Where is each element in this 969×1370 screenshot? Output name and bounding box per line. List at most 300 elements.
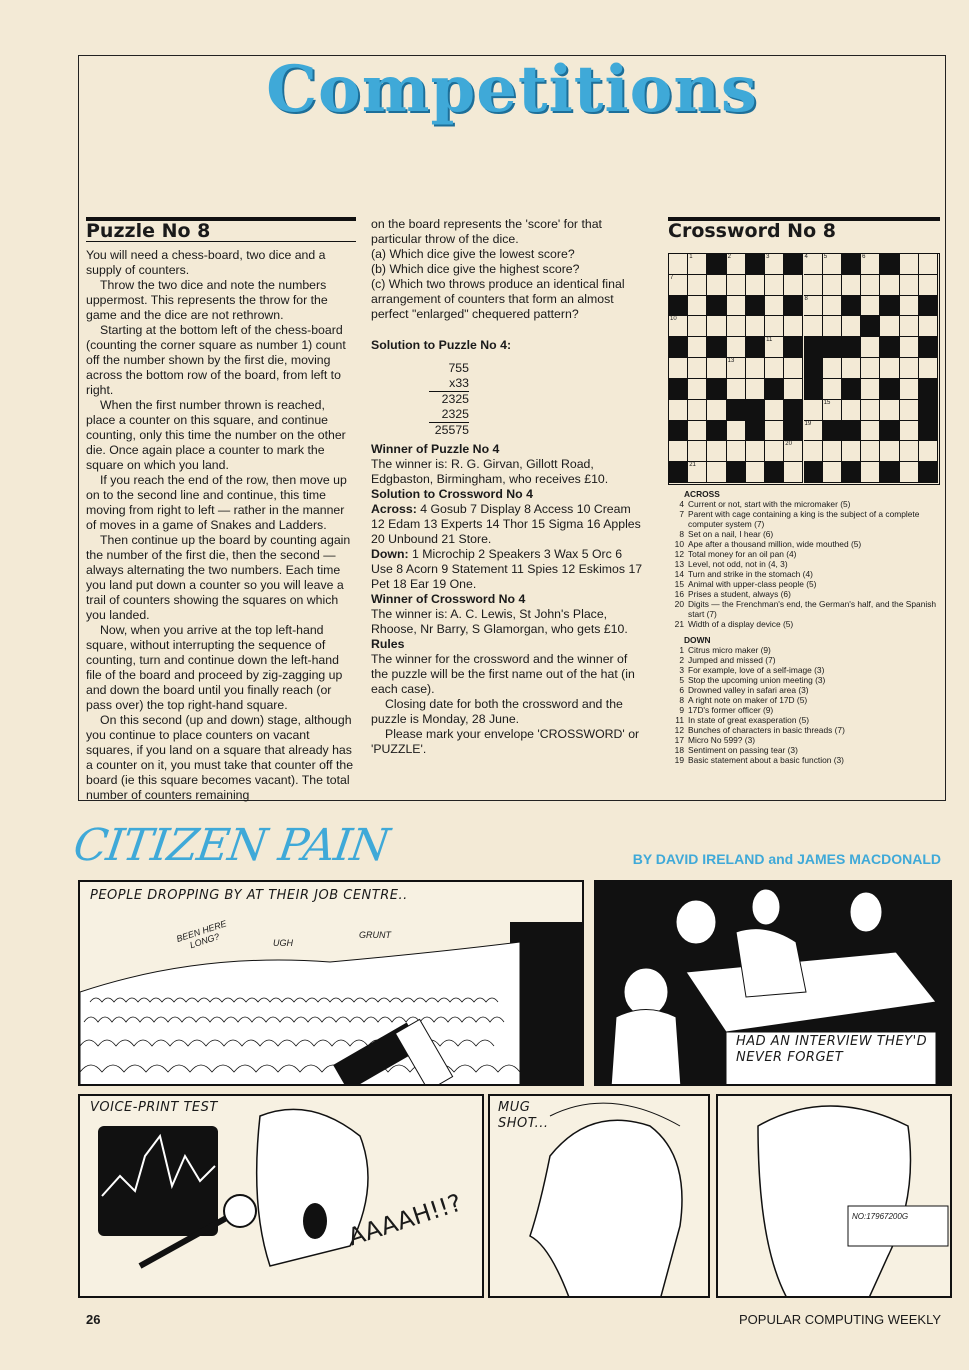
crossword-block (784, 400, 803, 421)
crossword-cell[interactable] (765, 316, 784, 337)
clue-text: Ape after a thousand million, wide mouthed (5) (688, 539, 862, 549)
crossword-cell[interactable] (669, 358, 688, 379)
page-number: 26 (86, 1312, 101, 1327)
cell-number: 15 (823, 399, 831, 406)
speech-bubble: UGH (273, 938, 293, 948)
clue-text: Citrus micro maker (9) (688, 645, 771, 655)
crossword-cell[interactable] (688, 275, 707, 296)
clue (668, 735, 944, 745)
cell-number: 1 (689, 254, 693, 260)
cell-number: 5 (823, 254, 828, 260)
clue-text: Drowned valley in safari area (3) (688, 685, 809, 695)
crossword-block (842, 462, 861, 483)
clue (668, 549, 944, 559)
crossword-cell[interactable] (900, 337, 919, 358)
crossword-cell[interactable] (669, 254, 688, 275)
crossword-cell[interactable] (688, 400, 707, 421)
crossword-cell[interactable] (880, 358, 899, 379)
cell-number: 20 (785, 441, 792, 448)
crossword-block (880, 421, 899, 442)
clue-number: 16 (674, 589, 684, 599)
crossword-cell[interactable] (900, 421, 919, 442)
comic-panel-mug-shot-front (716, 1094, 952, 1298)
panel-caption: MUG SHOT... (498, 1100, 549, 1131)
crossword-block (669, 421, 688, 442)
crossword-cell[interactable] (900, 379, 919, 400)
clue (668, 559, 944, 569)
crossword-cell[interactable] (784, 275, 803, 296)
crossword-cell[interactable] (688, 296, 707, 317)
crossword-cell[interactable] (823, 462, 842, 483)
crossword-cell[interactable] (861, 421, 880, 442)
down-label: Down: (371, 547, 409, 561)
clue (668, 715, 944, 725)
clue-number: 1 (679, 645, 684, 655)
crossword-cell[interactable] (804, 421, 823, 442)
crossword-cell[interactable] (765, 441, 784, 462)
crossword-grid (668, 253, 940, 485)
clue-text: Total money for an oil pan (4) (688, 549, 797, 559)
id-tag: NO:17967200G (852, 1212, 909, 1221)
crossword-cell[interactable] (727, 296, 746, 317)
rules-heading: Rules (371, 637, 405, 651)
crossword-cell[interactable] (784, 379, 803, 400)
crossword-cell[interactable] (861, 275, 880, 296)
crossword-block (669, 337, 688, 358)
crossword-cell[interactable] (919, 254, 938, 275)
crossword-cell[interactable] (765, 358, 784, 379)
crossword-block (880, 379, 899, 400)
crossword-cell[interactable] (765, 296, 784, 317)
crossword-block (880, 254, 899, 275)
clue (668, 509, 944, 529)
clue-number: 3 (679, 665, 684, 675)
masthead-title: Competitions (266, 52, 758, 127)
clue (668, 499, 944, 509)
clue (668, 685, 944, 695)
clue-number: 8 (679, 695, 684, 705)
crossword-cell[interactable] (727, 441, 746, 462)
crossword-cell[interactable] (688, 254, 707, 275)
winner4-text: The winner is: R. G. Girvan, Gillott Road, Edgbaston, Birmingham, who receives £10. (371, 457, 609, 486)
crowd-illustration (80, 882, 584, 1086)
clue-number: 15 (674, 579, 684, 589)
question: (b) Which dice give the highest score? (371, 262, 580, 276)
crossword-block (765, 379, 784, 400)
clue (668, 755, 944, 765)
crossword-cell[interactable] (823, 441, 842, 462)
sum-line: 25575 (434, 423, 469, 437)
crossword-cell[interactable] (688, 421, 707, 442)
crossword-block (784, 254, 803, 275)
crossword-cell[interactable] (804, 296, 823, 317)
crossword-cell[interactable] (900, 296, 919, 317)
crossword-cell[interactable] (784, 462, 803, 483)
crossword-cell[interactable] (842, 316, 861, 337)
rules-para: The winner for the crossword and the winner of the puzzle will be the first name out of the hat (in each case). (371, 652, 635, 696)
crossword-cell[interactable] (746, 316, 765, 337)
cell-number: 6 (862, 254, 866, 260)
sum-line: 2325 (429, 407, 469, 423)
crossword-block (669, 379, 688, 400)
crossword-clues (668, 489, 944, 765)
crossword-cell[interactable] (765, 337, 784, 358)
crossword-cell[interactable] (765, 275, 784, 296)
crossword-cell[interactable] (727, 379, 746, 400)
rules-para: Please mark your envelope 'CROSSWORD' or 'PUZZLE'. (371, 727, 640, 756)
crossword-block (784, 337, 803, 358)
speech-bubble: BEEN HERE LONG? (175, 918, 228, 951)
clue-text: 17D's former officer (9) (688, 705, 774, 715)
clue (668, 579, 944, 589)
clue-text: Set on a nail, I hear (6) (688, 529, 774, 539)
crossword-cell[interactable] (919, 316, 938, 337)
clue-number: 4 (679, 499, 684, 509)
clue-number: 20 (674, 599, 684, 609)
sum-line: 755 (448, 361, 469, 375)
crossword-cell[interactable] (727, 337, 746, 358)
clue (668, 695, 944, 705)
crossword-cell[interactable] (707, 462, 726, 483)
clue (668, 655, 944, 665)
sum-line: 2325 (441, 392, 469, 406)
crossword-cell[interactable] (669, 275, 688, 296)
crossword-block (765, 462, 784, 483)
winner-cw4-heading: Winner of Crossword No 4 (371, 592, 526, 606)
crossword-cell[interactable] (669, 316, 688, 337)
comic-panel-job-centre (78, 880, 584, 1086)
crossword-block (919, 337, 938, 358)
crossword-cell[interactable] (746, 358, 765, 379)
across-heading: ACROSS (684, 489, 720, 499)
comic-panel-interview (594, 880, 952, 1086)
solution4-sum (429, 361, 469, 438)
clue-number: 13 (674, 559, 684, 569)
crossword-cell[interactable] (707, 316, 726, 337)
crossword-cell[interactable] (669, 400, 688, 421)
crossword-cell[interactable] (861, 462, 880, 483)
clue-text: Turn and strike in the stomach (4) (688, 569, 813, 579)
crossword-cell[interactable] (842, 400, 861, 421)
crossword-cell[interactable] (784, 316, 803, 337)
crossword-block (746, 296, 765, 317)
crossword-cell[interactable] (823, 358, 842, 379)
crossword-cell[interactable] (900, 316, 919, 337)
crossword-cell[interactable] (727, 254, 746, 275)
comic-panel-mug-shot-profile (488, 1094, 710, 1298)
crossword-cell[interactable] (823, 379, 842, 400)
down-heading: DOWN (684, 635, 711, 645)
crossword-cell[interactable] (688, 379, 707, 400)
crossword-cell[interactable] (823, 275, 842, 296)
clue-number: 19 (674, 755, 684, 765)
question: (a) Which dice give the lowest score? (371, 247, 575, 261)
crossword-block (727, 462, 746, 483)
cell-number: 8 (804, 295, 808, 302)
clue-number: 12 (674, 725, 684, 735)
crossword-cell[interactable] (727, 316, 746, 337)
crossword-cell[interactable] (880, 441, 899, 462)
across-label: Across: (371, 502, 417, 516)
crossword-cell[interactable] (842, 358, 861, 379)
clue-text: Basic statement about a basic function (3) (688, 755, 844, 765)
crossword-cell[interactable] (804, 441, 823, 462)
crossword-cell[interactable] (707, 358, 726, 379)
crossword-cell[interactable] (900, 462, 919, 483)
clue (668, 675, 944, 685)
crossword-cell[interactable] (804, 254, 823, 275)
crossword-cell[interactable] (861, 358, 880, 379)
cell-number: 2 (727, 254, 731, 260)
crossword-block (919, 379, 938, 400)
clue-number: 5 (679, 675, 684, 685)
crossword-cell[interactable] (688, 462, 707, 483)
clue (668, 745, 944, 755)
clue-text: Prises a student, always (6) (688, 589, 791, 599)
crossword-cell[interactable] (861, 379, 880, 400)
sum-line: x33 (429, 376, 469, 392)
crossword-block (919, 462, 938, 483)
crossword-cell[interactable] (900, 275, 919, 296)
crossword-block (746, 421, 765, 442)
crossword-block (727, 400, 746, 421)
crossword-cell[interactable] (765, 254, 784, 275)
crossword-cell[interactable] (746, 379, 765, 400)
crossword-block (842, 254, 861, 275)
down-answers: 1 Microchip 2 Speakers 3 Wax 5 Orc 6 Use 8 Acorn 9 Statement 11 Spies 12 Eskimos 17 Pet 18 Ear 19 One. (371, 547, 643, 591)
clue-text: Digits — the Frenchman's end, the German's half, and the Spanish start (7) (688, 599, 937, 619)
down-clue-list (668, 645, 944, 765)
comic-panel-voice-print (78, 1094, 484, 1298)
puzzle-para: Throw the two dice and note the numbers uppermost. This represents the throw for the game and the dice are not rethrown. (86, 278, 328, 322)
crossword-cell[interactable] (746, 441, 765, 462)
panel-caption: HAD AN INTERVIEW THEY'D NEVER FORGET (736, 1034, 928, 1065)
clue-text: Parent with cage containing a king is the subject of a complete computer system (7) (688, 509, 920, 529)
crossword-cell[interactable] (861, 400, 880, 421)
clue-text: Current or not, start with the micromaker (5) (688, 499, 851, 509)
clue (668, 599, 944, 619)
question: (c) Which two throws produce an identical final arrangement of counters that form an almost perfect "enlarged" chequered pattern? (371, 277, 625, 321)
crossword-cell[interactable] (784, 441, 803, 462)
crossword-cell[interactable] (707, 441, 726, 462)
clue-text: Bunches of characters in basic threads (7) (688, 725, 845, 735)
crossword-block (746, 337, 765, 358)
across-clue-list (668, 499, 944, 629)
crossword-cell[interactable] (861, 254, 880, 275)
clue (668, 705, 944, 715)
clue-number: 12 (674, 549, 684, 559)
crossword-cell[interactable] (861, 441, 880, 462)
clue-text: Width of a display device (5) (688, 619, 794, 629)
crossword-cell[interactable] (823, 254, 842, 275)
crossword-cell[interactable] (861, 337, 880, 358)
crossword-cell[interactable] (900, 254, 919, 275)
panel-caption: PEOPLE DROPPING BY AT THEIR JOB CENTRE.. (90, 888, 408, 903)
clue-text: In state of great exasperation (5) (688, 715, 810, 725)
crossword-cell[interactable] (688, 358, 707, 379)
crossword-block (669, 296, 688, 317)
cell-number: 21 (689, 462, 696, 469)
clue (668, 665, 944, 675)
crossword-block (919, 296, 938, 317)
solution4-heading: Solution to Puzzle No 4: (371, 338, 512, 352)
clue-number: 8 (679, 529, 684, 539)
crossword-cell[interactable] (746, 462, 765, 483)
cell-number: 13 (727, 358, 735, 365)
puzzle-para: On this second (up and down) stage, although you continue to place counters on vacant squares, if you land on a square that already has a counter on it, you must take that counter off the board (ie this square becomes vacant). The total number of counters remaining (86, 713, 354, 802)
crossword-block (784, 421, 803, 442)
crossword-cell[interactable] (765, 400, 784, 421)
cell-number: 3 (766, 254, 770, 260)
panel-caption: VOICE-PRINT TEST (90, 1100, 218, 1115)
solution-cw4-down (371, 547, 646, 592)
crossword-cell[interactable] (727, 275, 746, 296)
clue-text: A right note on maker of 17D (5) (688, 695, 808, 705)
crossword-cell[interactable] (880, 275, 899, 296)
crossword-cell[interactable] (727, 358, 746, 379)
clue (668, 725, 944, 735)
crossword-block (823, 337, 842, 358)
strip-byline: BY DAVID IRELAND and JAMES MACDONALD (632, 851, 941, 867)
clue-number: 18 (674, 745, 684, 755)
crossword-cell[interactable] (804, 316, 823, 337)
solution-cw4-heading: Solution to Crossword No 4 (371, 487, 533, 501)
crossword-cell[interactable] (842, 441, 861, 462)
crossword-cell[interactable] (707, 275, 726, 296)
across-answers: 4 Gosub 7 Display 8 Access 10 Cream 12 Edam 13 Experts 14 Thor 15 Sigma 16 Apples 20 Unbound 21 Store. (371, 502, 641, 546)
clue-text: Sentiment on passing tear (3) (688, 745, 798, 755)
crossword-cell[interactable] (669, 441, 688, 462)
crossword-block (707, 254, 726, 275)
crossword-cell[interactable] (688, 316, 707, 337)
crossword-block (746, 254, 765, 275)
crossword-block (804, 462, 823, 483)
crossword-block (707, 379, 726, 400)
crossword-cell[interactable] (919, 441, 938, 462)
crossword-cell[interactable] (919, 358, 938, 379)
crossword-cell[interactable] (880, 400, 899, 421)
clue (668, 645, 944, 655)
crossword-block (707, 296, 726, 317)
crossword-cell[interactable] (688, 441, 707, 462)
crossword-block (804, 379, 823, 400)
clue-text: Stop the upcoming union meeting (3) (688, 675, 826, 685)
crossword-block (804, 337, 823, 358)
voice-print-illustration (80, 1096, 484, 1298)
cell-number: 10 (670, 316, 677, 323)
cell-number: 7 (670, 274, 674, 281)
clue-number: 17 (674, 735, 684, 745)
clue-text: Jumped and missed (7) (688, 655, 776, 665)
clue-text: Level, not odd, not in (4, 3) (688, 559, 788, 569)
clue-number: 21 (674, 619, 684, 629)
winner4-heading: Winner of Puzzle No 4 (371, 442, 500, 456)
crossword-cell[interactable] (919, 275, 938, 296)
crossword-cell[interactable] (823, 316, 842, 337)
crossword-cell[interactable] (784, 358, 803, 379)
rules-para: Closing date for both the crossword and the puzzle is Monday, 28 June. (371, 697, 623, 726)
crossword-cell[interactable] (900, 441, 919, 462)
clue (668, 589, 944, 599)
publication-name: POPULAR COMPUTING WEEKLY (738, 1312, 941, 1327)
crossword-column (668, 217, 940, 241)
crossword-block (707, 421, 726, 442)
clue (668, 529, 944, 539)
clue-number: 7 (679, 509, 684, 519)
crossword-heading: Crossword No 8 (668, 217, 940, 241)
crossword-block (707, 337, 726, 358)
crossword-block (669, 462, 688, 483)
clue-text: For example, love of a self-image (3) (688, 665, 825, 675)
clue (668, 539, 944, 549)
crossword-cell[interactable] (765, 421, 784, 442)
shout-text: AAAAH!!? (344, 1188, 466, 1252)
front-face-illustration (718, 1096, 952, 1298)
crossword-cell[interactable] (880, 316, 899, 337)
cell-number: 11 (766, 337, 773, 344)
crossword-cell[interactable] (900, 358, 919, 379)
crossword-block (919, 421, 938, 442)
solution-cw4-across (371, 502, 646, 547)
crossword-cell[interactable] (861, 296, 880, 317)
crossword-block (880, 296, 899, 317)
crossword-cell[interactable] (900, 400, 919, 421)
cell-number: 4 (804, 254, 808, 260)
clue-text: Micro No 599? (3) (688, 735, 756, 745)
crossword-cell[interactable] (804, 400, 823, 421)
crossword-block (919, 400, 938, 421)
crossword-block (804, 358, 823, 379)
crossword-cell[interactable] (688, 337, 707, 358)
crossword-block (880, 337, 899, 358)
puzzle-para: If you reach the end of the row, then move up on to the second line and continue, this time moving from right to left — rather in the manner of moves in a game of Snakes and Ladders. (86, 473, 347, 532)
crossword-block (842, 337, 861, 358)
clue-number: 14 (674, 569, 684, 579)
puzzle-continuation: on the board represents the 'score' for that particular throw of the dice. (371, 217, 602, 246)
solutions-column (371, 217, 646, 757)
puzzle-para: Then continue up the board by counting again the number of the first die, then the second — always alternating the two numbers. Each time you land put down a counter so you will leave a trail of counters showing the squares on which you landed. (86, 533, 351, 622)
clue (668, 569, 944, 579)
crossword-block (823, 421, 842, 442)
puzzle-para: Now, when you arrive at the top left-hand square, without interrupting the sequence of counting, turn and continue down the left-hand file of the board and proceed by zig-zagging up and down the board until you finally reach (or pass over) the top right-hand square. (86, 623, 343, 712)
crossword-cell[interactable] (727, 421, 746, 442)
crossword-block (842, 421, 861, 442)
clue-text: Animal with upper-class people (5) (688, 579, 817, 589)
puzzle-para: Starting at the bottom left of the chess-board (counting the corner square as number 1) count off the number shown by the first die, moving across the bottom row of the board, from left to right. (86, 323, 346, 397)
puzzle-column (86, 217, 356, 803)
clue-number: 10 (674, 539, 684, 549)
clue (668, 619, 944, 629)
clue-number: 11 (675, 715, 684, 725)
speech-bubble: GRUNT (359, 930, 391, 940)
crossword-cell[interactable] (823, 400, 842, 421)
crossword-block (746, 400, 765, 421)
crossword-block (861, 316, 880, 337)
puzzle-heading: Puzzle No 8 (86, 217, 356, 242)
crossword-cell[interactable] (804, 275, 823, 296)
crossword-cell[interactable] (842, 275, 861, 296)
crossword-cell[interactable] (823, 296, 842, 317)
winner-cw4-text: The winner is: A. C. Lewis, St John's Place, Rhoose, Nr Barry, S Glamorgan, who gets £10. (371, 607, 628, 636)
crossword-block (842, 296, 861, 317)
crossword-cell[interactable] (746, 275, 765, 296)
clue-number: 2 (679, 655, 684, 665)
crossword-cell[interactable] (707, 400, 726, 421)
puzzle-para: When the first number thrown is reached, place a counter on this square, and continue counting, only this time the number on the other die. Once again place a counter to mark the square on which you land. (86, 398, 346, 472)
clue-number: 6 (679, 685, 684, 695)
crossword-block (842, 379, 861, 400)
puzzle-para: You will need a chess-board, two dice and a supply of counters. (86, 248, 326, 277)
